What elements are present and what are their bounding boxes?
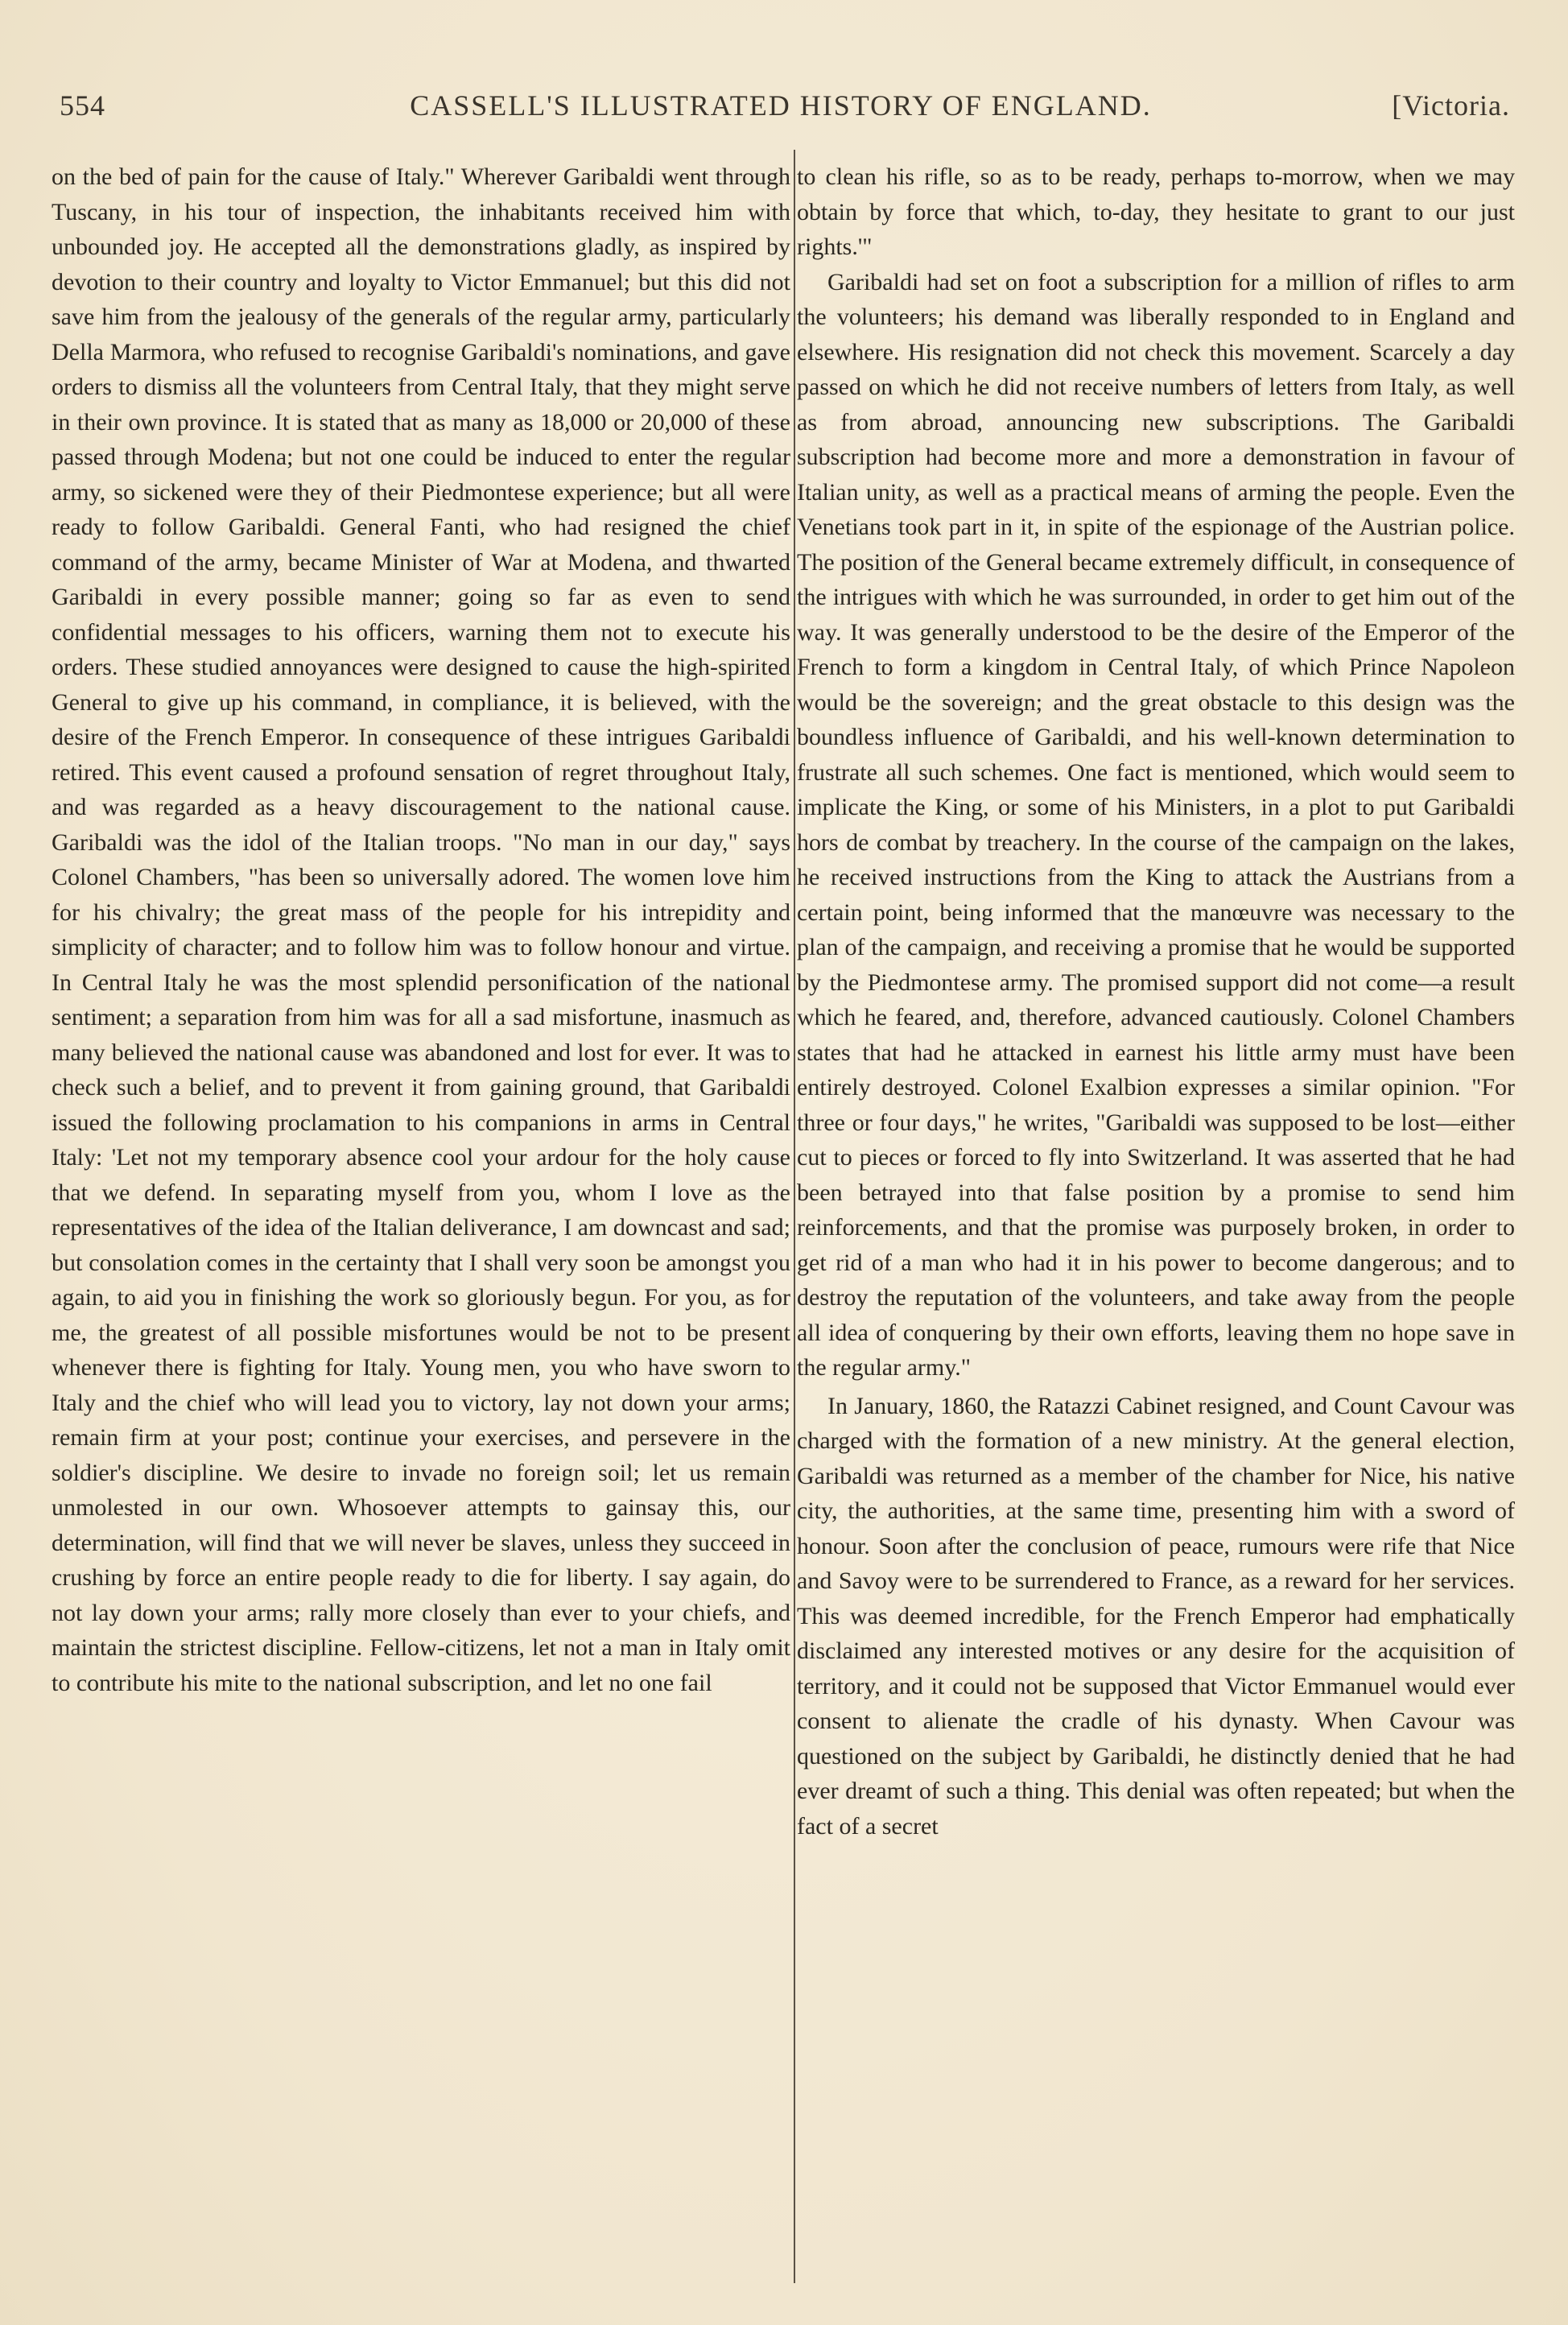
column-divider bbox=[794, 150, 795, 2283]
left-column bbox=[52, 159, 790, 1700]
paragraph: In January, 1860, the Ratazzi Cabinet resigned, and Count Cavour was charged with the formation of a new ministry. At the general election, Garibaldi was returned as a member of the chamber for Nice, his native city, the authorities, at the same time, presenting him with a sword of honour. Soon after the conclusion of peace, rumours were rife that Nice and Savoy were to be surrendered to France, as a reward for her services. This was deemed incredible, for the French Emperor had emphatically disclaimed any interested motives or any desire for the acquisition of territory, and it could not be supposed that Victor Emmanuel would ever consent to alienate the cradle of his dynasty. When Cavour was questioned on the subject by Garibaldi, he distinctly denied that he had ever dreamt of such a thing. This denial was often repeated; but when the fact of a secret bbox=[797, 1392, 1515, 1840]
paragraph: to clean his rifle, so as to be ready, perhaps to-morrow, when we may obtain by force that which, to-day, they hesitate to grant to our just rights.'" bbox=[797, 163, 1515, 260]
page-header bbox=[52, 84, 1510, 124]
page-number: 554 bbox=[60, 89, 105, 122]
running-title: CASSELL'S ILLUSTRATED HISTORY OF ENGLAND. bbox=[410, 89, 1152, 122]
paragraph: Garibaldi had set on foot a subscription for a million of rifles to arm the volunteers; his demand was liberally responded to in England and elsewhere. His resignation did not check this movement. Scarcely a day passed on which he did not receive numbers of letters from Italy, as well as from abroad, announcing new subscriptions. The Garibaldi subscription had become more and more a demonstration in favour of Italian unity, as well as a practical means of arming the people. Even the Venetians took part in it, in spite of the espionage of the Austrian police. The position of the General became extremely difficult, in consequence of the intrigues with which he was surrounded, in order to get him out of the way. It was generally understood to be the desire of the Emperor of the French to form a kingdom in Central Italy, of which Prince Napoleon would be the sovereign; and the great obstacle to this design was the boundless influence of Garibaldi, and his well-known determination to frustrate all such schemes. One fact is mentioned, which would seem to implicate the King, or some of his Ministers, in a plot to put Garibaldi hors de combat by treachery. In the course of the campaign on the lakes, he received instructions from the King to attack the Austrians from a certain point, being informed that the manœuvre was necessary to the plan of the campaign, and receiving a promise that he would be supported by the Piedmontese army. The promised support did not come—a result which he feared, and, therefore, advanced cautiously. Colonel Chambers states that had he attacked in earnest his little army must have been entirely destroyed. Colonel Exalbion expresses a similar opinion. "For three or four days," he writes, "Garibaldi was supposed to be lost—either cut to pieces or forced to fly into Switzerland. It was asserted that he had been betrayed into that false position by a promise to send him reinforcements, and that the promise was purposely broken, in order to get rid of a man who had it in his power to become dangerous; and to destroy the reputation of the volunteers, and take away from the people all idea of conquering by their own efforts, leaving them no hope save in the regular army." bbox=[797, 268, 1515, 1381]
section-marker: [Victoria. bbox=[1392, 89, 1510, 122]
paragraph: on the bed of pain for the cause of Italy." Wherever Garibaldi went through Tuscany, in his tour of inspection, the inhabitants received him with unbounded joy. He accepted all the demonstrations gladly, as inspired by devotion to their country and loyalty to Victor Emmanuel; but this did not save him from the jealousy of the generals of the regular army, particularly Della Marmora, who refused to recognise Garibaldi's nominations, and gave orders to dismiss all the volunteers from Central Italy, that they might serve in their own province. It is stated that as many as 18,000 or 20,000 of these passed through Modena; but not one could be induced to enter the regular army, so sickened were they of their Piedmontese experience; but all were ready to follow Garibaldi. General Fanti, who had resigned the chief command of the army, became Minister of War at Modena, and thwarted Garibaldi in every possible manner; going so far as even to send confidential messages to his officers, warning them not to execute his orders. These studied annoyances were designed to cause the high-spirited General to give up his command, in compliance, it is believed, with the desire of the French Emperor. In consequence of these intrigues Garibaldi retired. This event caused a profound sensation of regret throughout Italy, and was regarded as a heavy discouragement to the national cause. Garibaldi was the idol of the Italian troops. "No man in our day," says Colonel Chambers, "has been so universally adored. The women love him for his chivalry; the great mass of the people for his intrepidity and simplicity of character; and to follow him was to follow honour and virtue. In Central Italy he was the most splendid personification of the national sentiment; a separation from him was for all a sad misfortune, inasmuch as many believed the national cause was abandoned and lost for ever. It was to check such a belief, and to prevent it from gaining ground, that Garibaldi issued the following proclamation to his companions in arms in Central Italy: 'Let not my temporary absence cool your ardour for the holy cause that we defend. In separating myself from you, whom I love as the representatives of the idea of the Italian deliverance, I am downcast and sad; but consolation comes in the certainty that I shall very soon be amongst you again, to aid you in finishing the work so gloriously begun. For you, as for me, the greatest of all possible misfortunes would be not to be present whenever there is fighting for Italy. Young men, you who have sworn to Italy and the chief who will lead you to victory, lay not down your arms; remain firm at your post; continue your exercises, and persevere in the soldier's discipline. We desire to invade no foreign soil; let us remain unmolested in our own. Whosoever attempts to gainsay this, our determination, will find that we will never be slaves, unless they succeed in crushing by force an entire people ready to die for liberty. I say again, do not lay down your arms; rally more closely than ever to your chiefs, and maintain the strictest discipline. Fellow-citizens, let not a man in Italy omit to contribute his mite to the national subscription, and let no one fail bbox=[52, 163, 790, 1696]
right-column bbox=[797, 159, 1515, 1844]
